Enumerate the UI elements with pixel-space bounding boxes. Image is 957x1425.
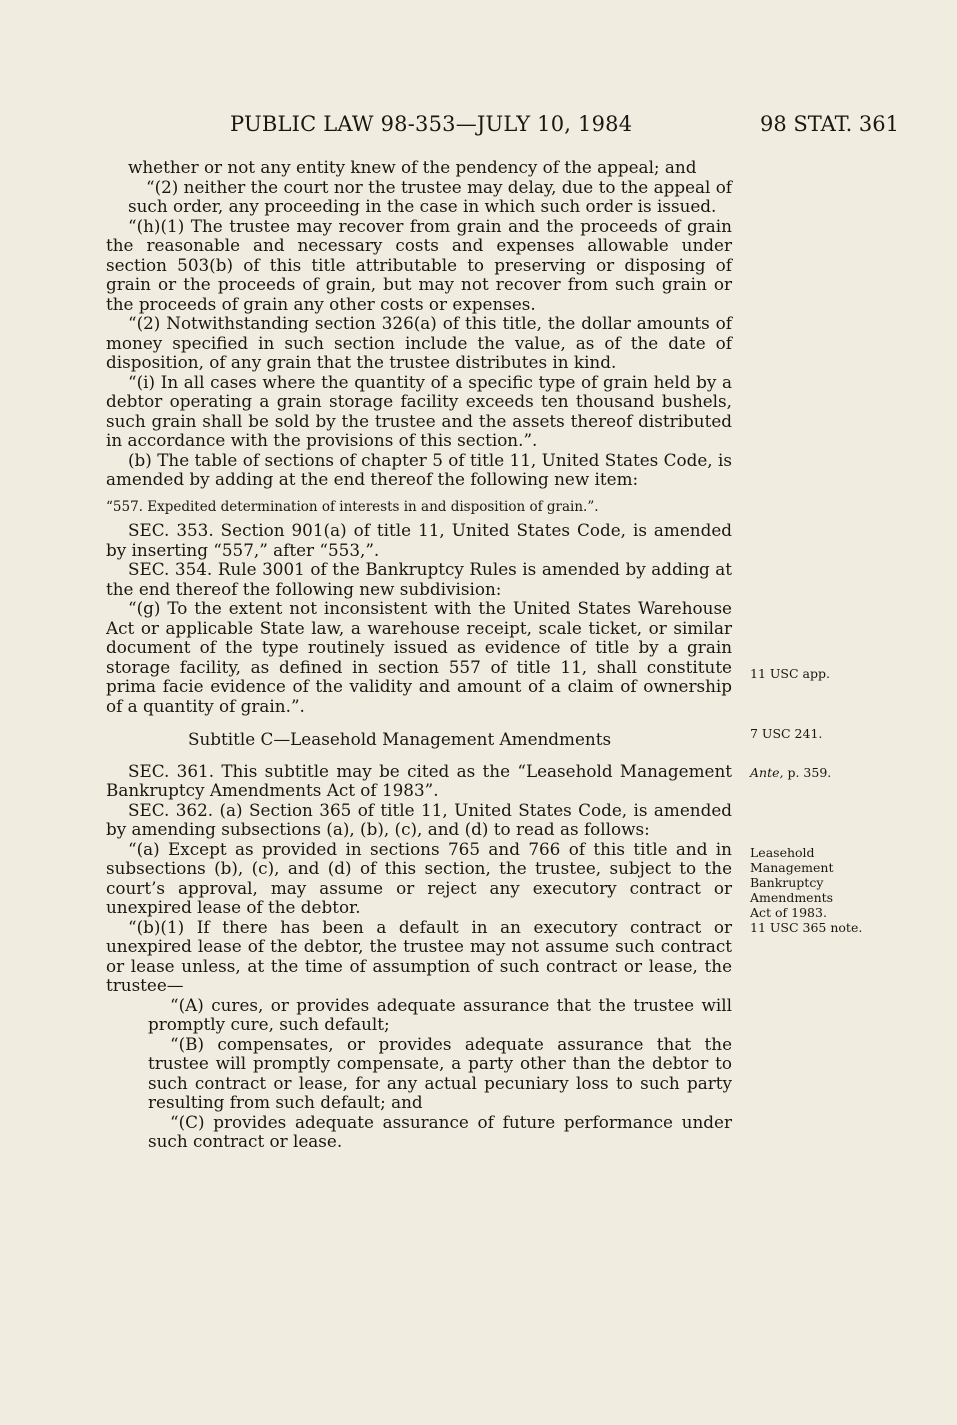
running-head-title: PUBLIC LAW 98-353—JULY 10, 1984 xyxy=(230,112,633,136)
margin-line: Amendments xyxy=(750,890,834,905)
paragraph: (b) The table of sections of chapter 5 of title 11, United States Code, is amended by adding at the end thereof the following new item: xyxy=(106,449,732,489)
paragraph: “(h)(1) The trustee may recover from grain and the proceeds of grain the reasonable and necessary costs and expenses allowable under section 503(b) of this title attributable to preserving or disposing of grain or the proceeds of grain, but may not recover from such grain or the proceeds of grain any other costs or expenses. xyxy=(106,215,732,314)
clause-A: “(A) cures, or provides adequate assurance that the trustee will promptly cure, such default; xyxy=(148,994,732,1034)
section-361: SEC. 361. This subtitle may be cited as the “Leasehold Management Bankruptcy Amendments Act of 1983”. xyxy=(106,760,732,800)
body-text xyxy=(106,158,732,1152)
clause-B: “(B) compensates, or provides adequate assurance that the trustee will promptly compensate, a party other than the debtor to such contract or lease, for any actual pecuniary loss to such party resulting from such default; and xyxy=(148,1033,732,1112)
margin-line: Management xyxy=(750,860,834,875)
paragraph: “(2) Notwithstanding section 326(a) of this title, the dollar amounts of money specified in such section include the value, as of the date of disposition, of any grain that the trustee distributes in kind. xyxy=(106,313,732,372)
paragraph: “(i) In all cases where the quantity of a specific type of grain held by a debtor operating a grain storage facility exceeds ten thousand bushels, such grain shall be sold by the trustee and the assets thereof distributed in accordance with the provisions of this section.”. xyxy=(106,371,732,450)
paragraph: “(2) neither the court nor the trustee may delay, due to the appeal of such order, any proceeding in the case in which such order is issued. xyxy=(128,176,733,216)
margin-note-ante xyxy=(750,765,831,780)
page-header xyxy=(0,112,957,142)
margin-line: Act of 1983. xyxy=(750,905,827,920)
subdivision-g: “(g) To the extent not inconsistent with the United States Warehouse Act or applicable State law, a warehouse receipt, scale ticket, or similar document of the type routinely issued as evidence of title by a grain storage facility, as defined in section 557 of title 11, shall constitute prima facie evidence of the validity and amount of a claim of ownership of a quantity of grain.”. xyxy=(106,598,732,716)
table-item: “557. Expedited determination of interests in and disposition of grain.”. xyxy=(106,498,599,515)
section-362: SEC. 362. (a) Section 365 of title 11, United States Code, is amended by amending subsections (a), (b), (c), and (d) to read as follows: xyxy=(106,799,732,839)
margin-note-usc-app: 11 USC app. xyxy=(750,666,830,681)
section-354: SEC. 354. Rule 3001 of the Bankruptcy Rules is amended by adding at the end thereof the following new subdivision: xyxy=(106,559,732,599)
subsection-b1: “(b)(1) If there has been a default in an executory contract or unexpired lease of the debtor, the trustee may not assume such contract or lease unless, at the time of assumption of such contract or lease, the trustee— xyxy=(106,916,732,995)
ante-word: Ante, xyxy=(750,765,784,780)
margin-line: Leasehold xyxy=(750,845,815,860)
margin-line: 11 USC 365 note. xyxy=(750,920,863,935)
section-353: SEC. 353. Section 901(a) of title 11, United States Code, is amended by inserting “557,” after “553,”. xyxy=(106,520,732,560)
ante-page: p. 359. xyxy=(787,765,832,780)
margin-note-leasehold xyxy=(750,845,862,935)
statute-page-number: 98 STAT. 361 xyxy=(760,112,900,136)
paragraph: whether or not any entity knew of the pendency of the appeal; and xyxy=(128,157,697,177)
subtitle-heading: Subtitle C—Leasehold Management Amendments xyxy=(188,729,612,749)
margin-note-usc-241: 7 USC 241. xyxy=(750,726,823,741)
margin-line: Bankruptcy xyxy=(750,875,824,890)
subsection-a: “(a) Except as provided in sections 765 and 766 of this title and in subsections (b), (c), and (d) of this section, the trustee, subject to the court’s approval, may assume or reject any executory contract or unexpired lease of the debtor. xyxy=(106,838,732,917)
clause-C: “(C) provides adequate assurance of future performance under such contract or lease. xyxy=(148,1111,732,1151)
